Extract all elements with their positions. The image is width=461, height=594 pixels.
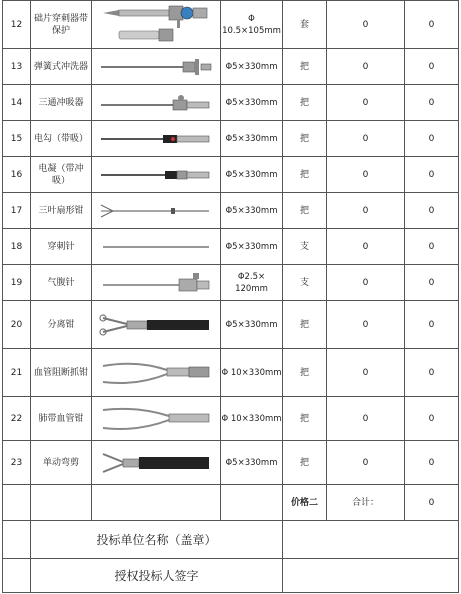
item-unit: 把: [283, 157, 327, 193]
curved-scissors-instrument-icon: [92, 441, 221, 485]
electrode-hook-instrument-icon: [92, 121, 221, 157]
bidder-name-value: [283, 521, 459, 559]
row-number: 12: [3, 1, 31, 49]
item-unit: 把: [283, 193, 327, 229]
row-number: 14: [3, 85, 31, 121]
item-unit: 把: [283, 301, 327, 349]
item-spec: Φ5×330mm: [221, 301, 283, 349]
item-unit: 把: [283, 121, 327, 157]
irrigator-instrument-icon: [92, 49, 221, 85]
table-row: [3, 441, 459, 485]
hemostatic-forceps-instrument-icon: [92, 397, 221, 441]
empty-cell: [221, 485, 283, 521]
item-price: 0: [405, 229, 459, 265]
item-price: 0: [405, 349, 459, 397]
veress-needle-instrument-icon: [92, 265, 221, 301]
item-spec: Φ 10×330mm: [221, 349, 283, 397]
item-spec: Φ5×330mm: [221, 441, 283, 485]
dissecting-forceps-instrument-icon: [92, 301, 221, 349]
price-table: [2, 0, 459, 593]
item-price: 0: [405, 397, 459, 441]
item-qty: 0: [327, 265, 405, 301]
item-price: 0: [405, 157, 459, 193]
row-number: 19: [3, 265, 31, 301]
table-row: [3, 157, 459, 193]
item-price: 0: [405, 265, 459, 301]
table-row: [3, 301, 459, 349]
trocar-instrument-icon: [92, 1, 221, 49]
item-price: 0: [405, 85, 459, 121]
item-qty: 0: [327, 121, 405, 157]
item-spec: Φ5×330mm: [221, 193, 283, 229]
coagulation-electrode-instrument-icon: [92, 157, 221, 193]
item-unit: 把: [283, 349, 327, 397]
item-name: 穿刺针: [31, 229, 92, 265]
item-unit: 把: [283, 397, 327, 441]
signer-label: 授权投标人签字: [31, 559, 283, 593]
suction-irrigator-instrument-icon: [92, 85, 221, 121]
item-unit: 把: [283, 441, 327, 485]
total-label: 合计：: [327, 485, 405, 521]
item-qty: 0: [327, 85, 405, 121]
item-qty: 0: [327, 157, 405, 193]
empty-cell: [3, 559, 31, 593]
item-price: 0: [405, 121, 459, 157]
footer-row: [3, 521, 459, 559]
table-row: [3, 193, 459, 229]
table-row: [3, 349, 459, 397]
item-spec: Φ5×330mm: [221, 49, 283, 85]
item-name: 电勾（带吸）: [31, 121, 92, 157]
vascular-clamp-instrument-icon: [92, 349, 221, 397]
item-name: 弹簧式冲洗器: [31, 49, 92, 85]
item-spec: Φ2.5× 120mm: [221, 265, 283, 301]
item-spec: Φ 10.5×105mm: [221, 1, 283, 49]
row-number: 17: [3, 193, 31, 229]
summary-row: [3, 485, 459, 521]
signer-value: [283, 559, 459, 593]
item-name: 三叶扇形钳: [31, 193, 92, 229]
item-price: 0: [405, 49, 459, 85]
row-number: 15: [3, 121, 31, 157]
table-row: [3, 121, 459, 157]
table-row: [3, 1, 459, 49]
item-price: 0: [405, 301, 459, 349]
item-name: 肺带血管钳: [31, 397, 92, 441]
table-row: [3, 265, 459, 301]
item-name: 单动弯剪: [31, 441, 92, 485]
item-qty: 0: [327, 193, 405, 229]
item-price: 0: [405, 193, 459, 229]
row-number: 18: [3, 229, 31, 265]
empty-cell: [3, 485, 31, 521]
table-row: [3, 85, 459, 121]
item-name: 三通冲吸器: [31, 85, 92, 121]
item-name: 础片穿刺器带保护: [31, 1, 92, 49]
item-qty: 0: [327, 301, 405, 349]
row-number: 13: [3, 49, 31, 85]
item-unit: 支: [283, 229, 327, 265]
row-number: 21: [3, 349, 31, 397]
empty-cell: [3, 521, 31, 559]
item-spec: Φ5×330mm: [221, 121, 283, 157]
item-price: 0: [405, 1, 459, 49]
item-qty: 0: [327, 441, 405, 485]
item-qty: 0: [327, 349, 405, 397]
item-name: 血管阻断抓钳: [31, 349, 92, 397]
row-number: 22: [3, 397, 31, 441]
item-unit: 套: [283, 1, 327, 49]
item-qty: 0: [327, 1, 405, 49]
item-name: 电凝（带冲吸）: [31, 157, 92, 193]
item-qty: 0: [327, 49, 405, 85]
item-price: 0: [405, 441, 459, 485]
table-row: [3, 229, 459, 265]
total-value: 0: [405, 485, 459, 521]
table-row: [3, 49, 459, 85]
fan-retractor-instrument-icon: [92, 193, 221, 229]
item-spec: Φ5×330mm: [221, 229, 283, 265]
table-row: [3, 397, 459, 441]
row-number: 16: [3, 157, 31, 193]
item-qty: 0: [327, 229, 405, 265]
item-unit: 支: [283, 265, 327, 301]
empty-cell: [92, 485, 221, 521]
footer-row: [3, 559, 459, 593]
item-name: 气腹针: [31, 265, 92, 301]
puncture-needle-instrument-icon: [92, 229, 221, 265]
empty-cell: [31, 485, 92, 521]
row-number: 23: [3, 441, 31, 485]
item-spec: Φ5×330mm: [221, 157, 283, 193]
price-label: 价格二: [283, 485, 327, 521]
item-spec: Φ5×330mm: [221, 85, 283, 121]
row-number: 20: [3, 301, 31, 349]
bidder-name-label: 投标单位名称（盖章）: [31, 521, 283, 559]
item-spec: Φ 10×330mm: [221, 397, 283, 441]
item-name: 分离钳: [31, 301, 92, 349]
item-unit: 把: [283, 49, 327, 85]
item-qty: 0: [327, 397, 405, 441]
item-unit: 把: [283, 85, 327, 121]
